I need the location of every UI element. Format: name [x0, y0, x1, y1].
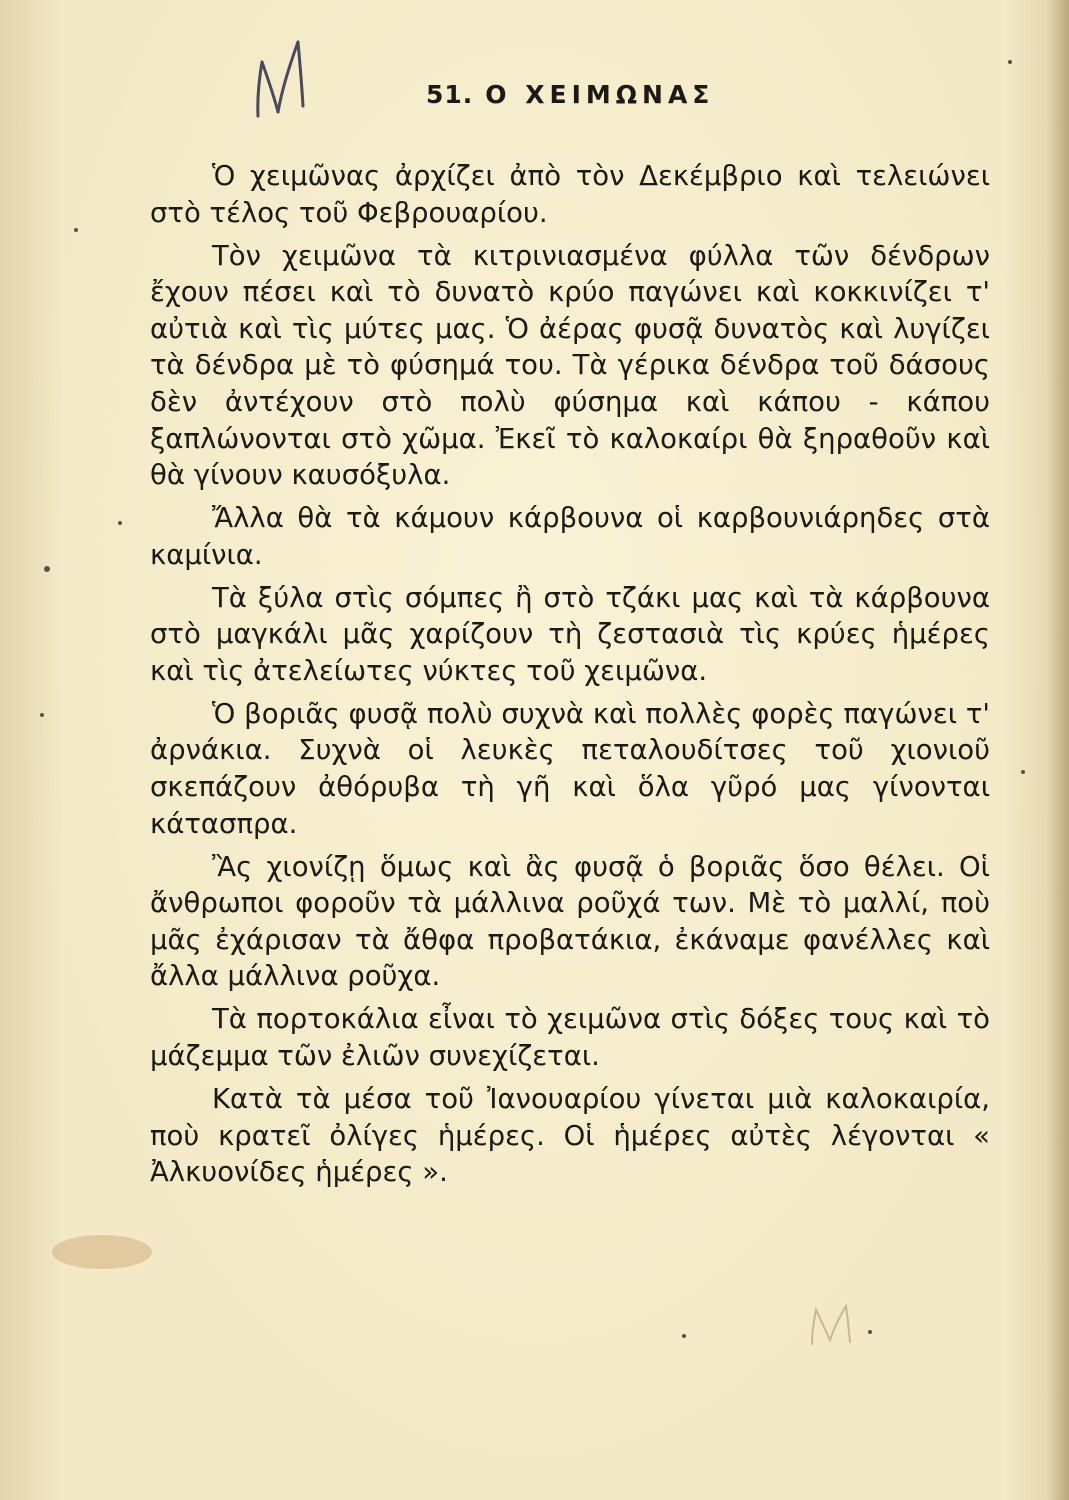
paper-speck [74, 228, 78, 232]
paragraph: Ἄλλα θὰ τὰ κάμουν κάρβουνα οἱ καρβουνιάρηδες στὰ καμίνια. [150, 502, 990, 571]
page-edge-shadow [1047, 0, 1069, 1500]
handwritten-m-mark [248, 34, 328, 124]
faint-pencil-mark [806, 1302, 858, 1348]
paper-speck [1008, 60, 1012, 64]
paragraph: Ἂς χιονίζῃ ὅμως καὶ ἂς φυσᾷ ὁ βοριᾶς ὅσο θέλει. Οἱ ἄνθρωποι φοροῦν τὰ μάλλινα ροῦχά των. Μὲ τὸ μαλλί, ποὺ μᾶς ἐχάρισαν τὰ ἄθφα προβατάκια, ἐκάναμε φανέλλες καὶ ἄλλα μάλλινα ροῦχα. [150, 850, 990, 993]
paragraph: Τὰ πορτοκάλια εἶναι τὸ χειμῶνα στὶς δόξες τους καὶ τὸ μάζεμμα τῶν ἐλιῶν συνεχίζεται. [150, 1003, 990, 1072]
paragraph: Κατὰ τὰ μέσα τοῦ Ἰανουαρίου γίνεται μιὰ καλοκαιρία, ποὺ κρατεῖ ὀλίγες ἡμέρες. Οἱ ἡμέρες αὐτὲς λέγονται « Ἀλκυονίδες ἡμέρες ». [150, 1082, 990, 1189]
paper-speck [682, 1334, 686, 1338]
paper-speck [118, 521, 122, 525]
paper-speck [40, 713, 44, 717]
paragraph: Ὁ βοριᾶς φυσᾷ πολὺ συχνὰ καὶ πολλὲς φορὲς παγώνει τ' ἀρνάκια. Συχνὰ οἱ λευκὲς πεταλουδίτσες τοῦ χιονιοῦ σκεπάζουν ἀθόρυβα τὴ γῆ καὶ ὅλα γῦρό μας γίνονται κάτασπρα. [150, 697, 990, 840]
paper-speck [868, 1330, 872, 1334]
chapter-title-text: Ο ΧΕΙΜΩΝΑΣ [485, 80, 715, 109]
paper-stain [52, 1235, 152, 1269]
body-text [150, 158, 990, 1197]
paragraph: Ὁ χειμῶνας ἀρχίζει ἀπὸ τὸν Δεκέμβριο καὶ τελειώνει στὸ τέλος τοῦ Φεβρουαρίου. [150, 160, 990, 229]
paper-speck [1021, 770, 1025, 774]
chapter-number: 51. [426, 80, 474, 109]
paper-speck [44, 566, 50, 572]
paragraph: Τὸν χειμῶνα τὰ κιτρινιασμένα φύλλα τῶν δένδρων ἔχουν πέσει καὶ τὸ δυνατὸ κρύο παγώνει καὶ κοκκινίζει τ' αὐτιὰ καὶ τὶς μύτες μας. Ὁ ἀέρας φυσᾷ δυνατὸς καὶ λυγίζει τὰ δένδρα μὲ τὸ φύσημά του. Τὰ γέρικα δένδρα τοῦ δάσους δὲν ἀντέχουν στὸ πολὺ φύσημα καὶ κάπου - κάπου ξαπλώνονται στὸ χῶμα. Ἐκεῖ τὸ καλοκαίρι θὰ ξηραθοῦν καὶ θὰ γίνουν καυσόξυλα. [150, 239, 990, 492]
chapter-title [426, 80, 714, 109]
paragraph: Τὰ ξύλα στὶς σόμπες ἢ στὸ τζάκι μας καὶ τὰ κάρβουνα στὸ μαγκάλι μᾶς χαρίζουν τὴ ζεστασιὰ τὶς κρύες ἡμέρες καὶ τὶς ἀτελείωτες νύκτες τοῦ χειμῶνα. [150, 581, 990, 687]
